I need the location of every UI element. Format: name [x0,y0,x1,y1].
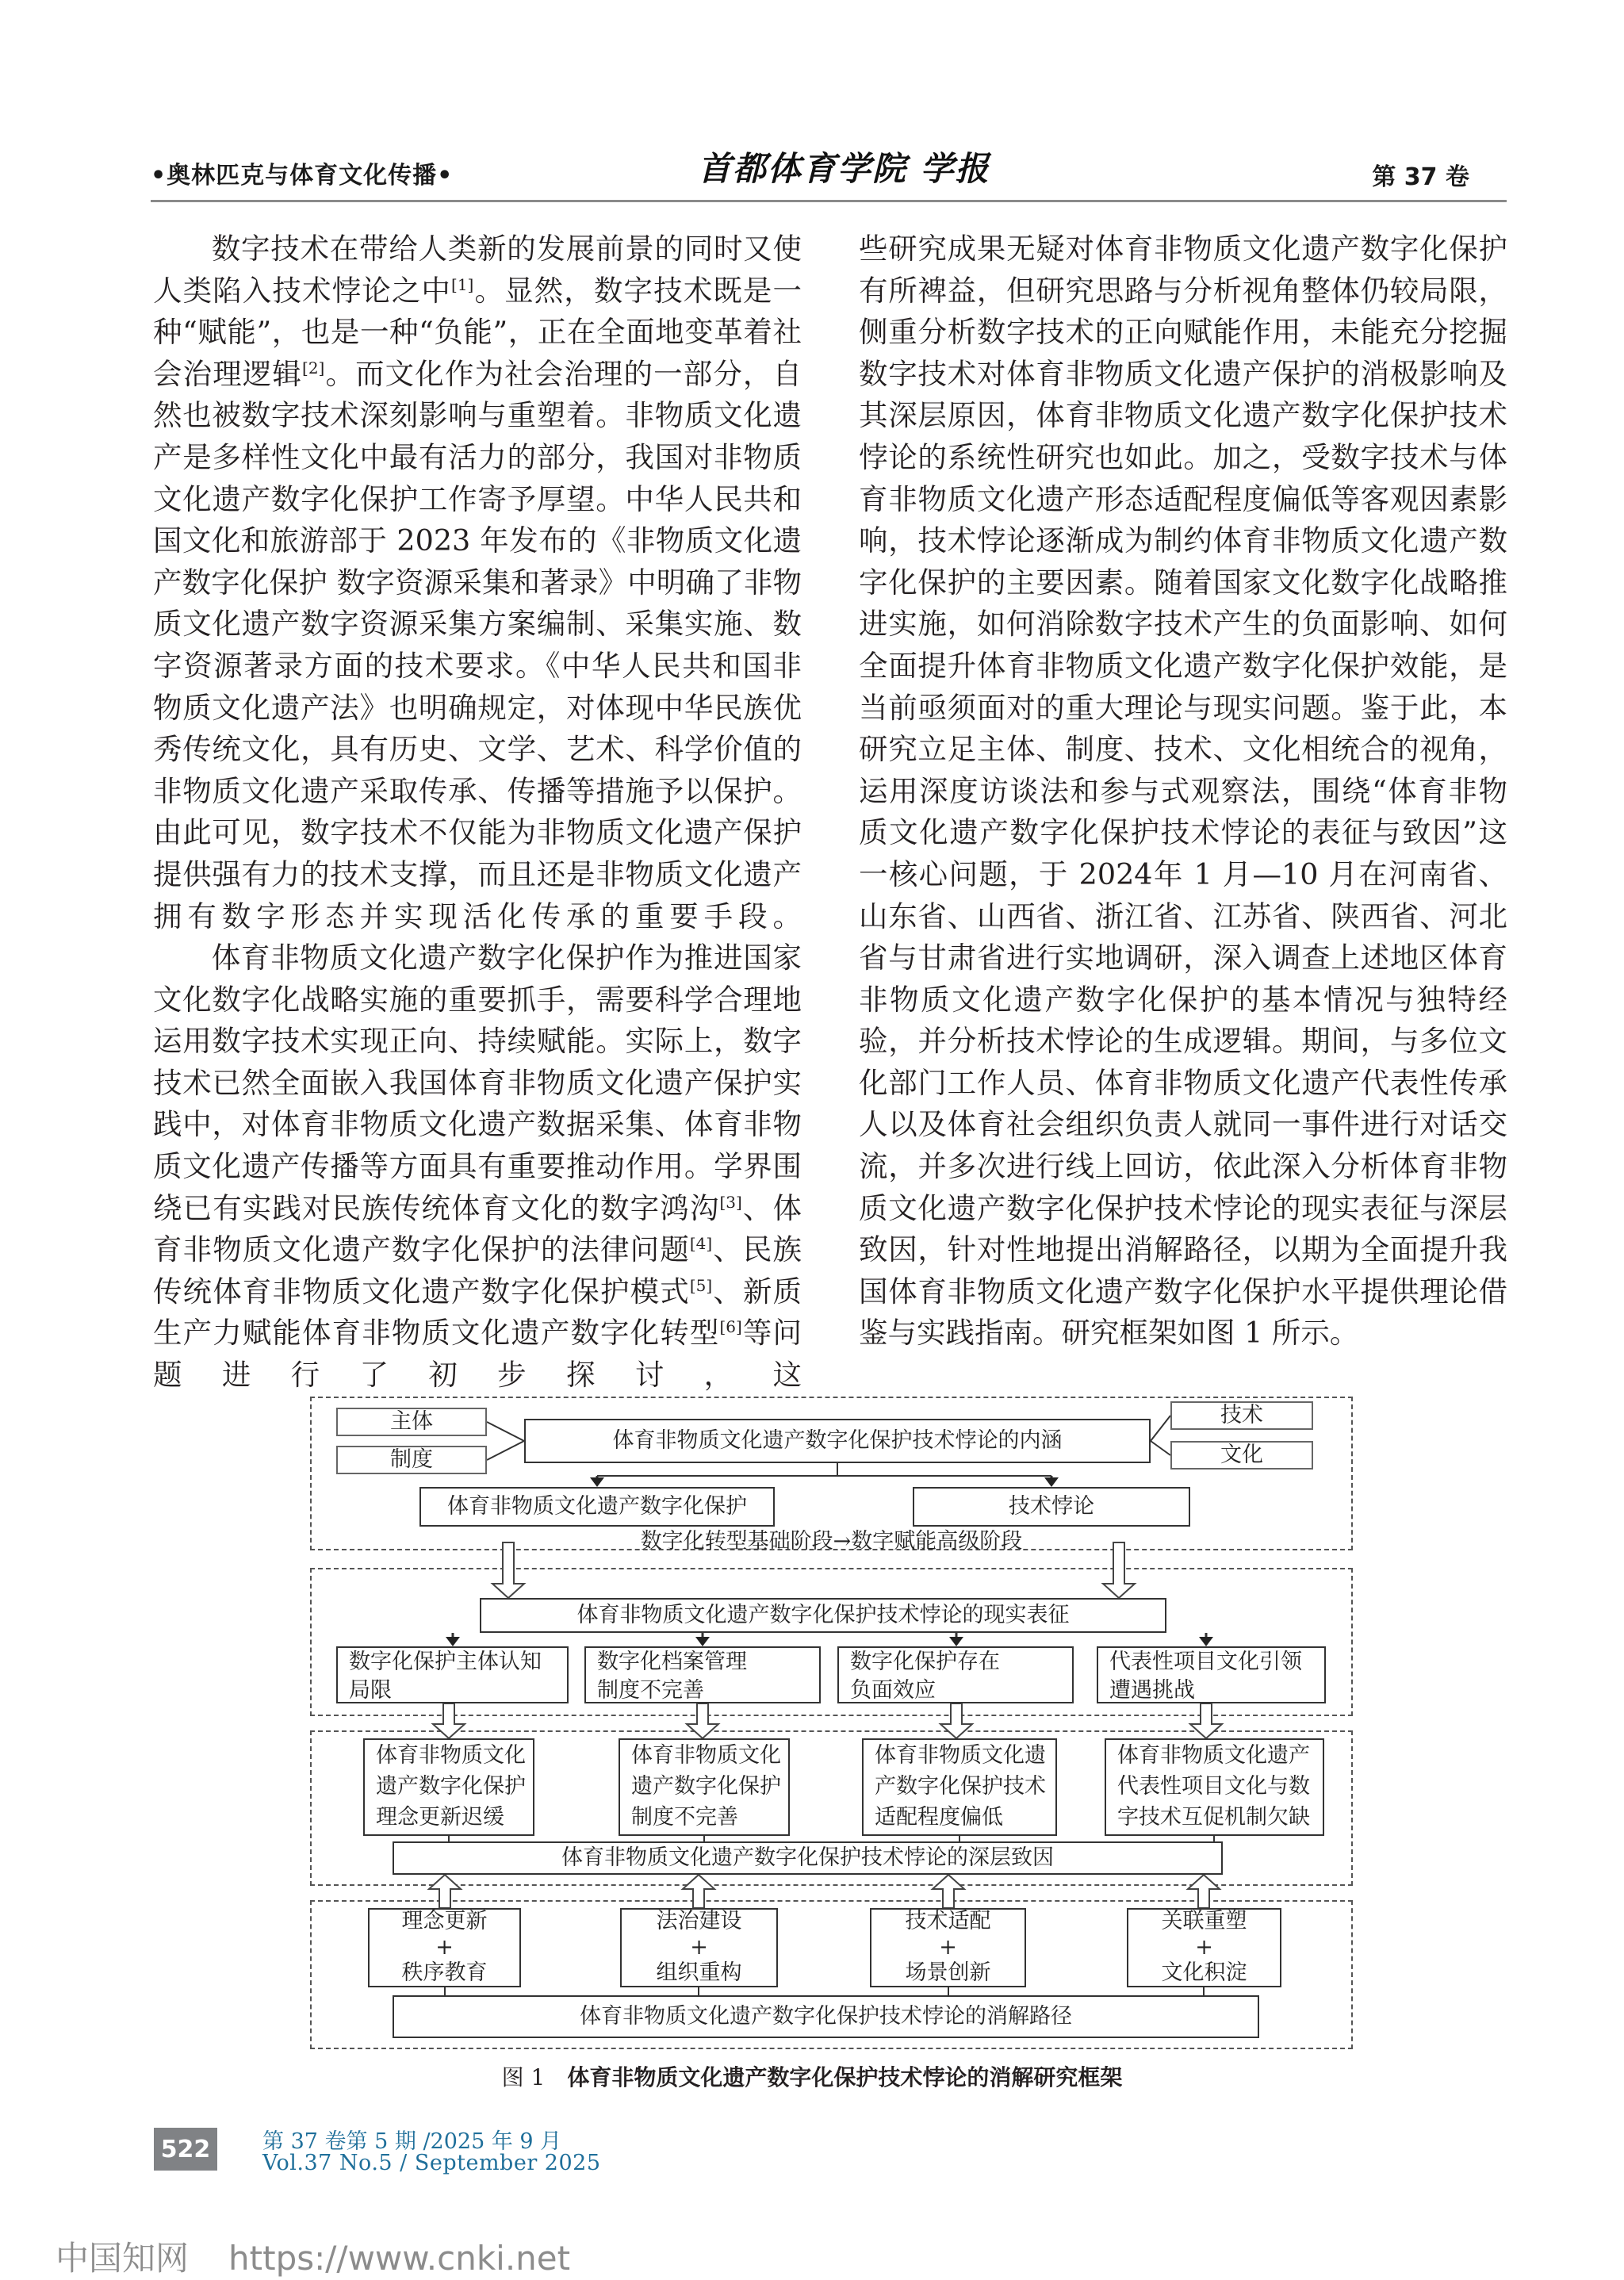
solution-box-line: 技术适配 [905,1909,991,1934]
manifestation-box-line: 局限 [349,1678,392,1703]
causes-title-box [393,1841,1223,1875]
manifestation-box-line: 遭遇挑战 [1109,1678,1195,1703]
right-column [859,228,1507,1355]
cause-box-line: 体育非物质文化 [376,1743,526,1768]
solution-box [368,1908,521,1987]
solution-box-line: 文化积淀 [1161,1960,1247,1986]
solutions-title-box [393,1995,1259,2038]
manifestation-title-box [480,1598,1166,1633]
issue-info-cn: 第 37 卷第 5 期 /2025 年 9 月 [262,2129,562,2154]
paragraph [153,937,802,1397]
solution-box-line: 秩序教育 [401,1960,488,1986]
input-label: 文化 [1220,1442,1263,1467]
cause-box [619,1738,790,1836]
solution-box [620,1908,778,1987]
header-rule [151,200,1507,202]
input-label: 制度 [390,1447,433,1472]
input-box-subject [336,1408,487,1436]
body-text: 、新质生产力赋能体育非物质文化遗产数字化转型 [153,1274,802,1351]
manifestation-box [1097,1646,1326,1703]
cause-box-line: 代表性项目文化与数 [1117,1774,1310,1799]
citation-ref[interactable]: [3] [719,1192,742,1212]
figure-1 [310,1397,1353,2049]
cause-box [1105,1738,1324,1836]
cnki-url[interactable]: https://www.cnki.net [228,2239,571,2278]
manifestation-box-line: 数字化保护主体认知 [349,1650,542,1674]
section-label: •奥林匹克与体育文化传播• [151,162,454,190]
solution-box-line: 关联重塑 [1161,1909,1247,1934]
solutions-title: 体育非物质文化遗产数字化保护技术悖论的消解路径 [580,2003,1072,2029]
causes-title: 体育非物质文化遗产数字化保护技术悖论的深层致因 [561,1845,1054,1870]
citation-ref[interactable]: [2] [302,358,325,377]
citation-ref[interactable]: [1] [451,274,474,294]
cnki-watermark [56,2232,570,2280]
cause-box-line: 遗产数字化保护 [631,1774,781,1799]
manifestation-box-line: 数字化保护存在 [850,1650,1000,1674]
solution-box-line: 场景创新 [905,1960,991,1986]
manifestation-box-line: 数字化档案管理 [597,1650,747,1674]
manifestation-box-line: 负面效应 [850,1678,936,1703]
body-text: 些研究成果无疑对体育非物质文化遗产数字化保护有所裨益，但研究思路与分析视角整体仍较局限，侧重分析数字技术的正向赋能作用，未能充分挖掘数字技术对体育非物质文化遗产保护的消极影响及其深层原因，体育非物质文化遗产数字化保护技术悖论的系统性研究也如此。加之，受数字技术与体育非物质文化遗产形态适配程度偏低等客观因素影响，技术悖论逐渐成为制约体育非物质文化遗产数字化保护的主要因素。随着国家文化数字化战略推进实施，如何消除数字技术产生的负面影响、如何全面提升体育非物质文化遗产数字化保护效能，是当前亟须面对的重大理论与现实问题。鉴于此，本研究立足主体、制度、技术、文化相统合的视角，运用深度访谈法和参与式观察法，围绕“体育非物质文化遗产数字化保护技术悖论的表征与致因”这一核心问题，于 2024年 1 月—10 月在河南省、山东省、山西省、浙江省、江苏省、陕西省、河北省与甘肃省进行实地调研，深入调查上述地区体育非物质文化遗产数字化保护的基本情况与独特经验，并分析技术悖论的生成逻辑。期间，与多位文化部门工作人员、体育非物质文化遗产代表性传承人以及体育社会组织负责人就同一事件进行对话交流，并多次进行线上回访，依此深入分析体育非物质文化遗产数字化保护技术悖论的现实表征与深层致因，针对性地提出消解路径，以期为全面提升我国体育非物质文化遗产数字化保护水平提供理论借鉴与实践指南。研究框架如图 1 所示。 [859,232,1507,1351]
issue-info-en: Vol.37 No.5 / September 2025 [262,2151,601,2175]
body-text: 、体育非物质文化遗产数字化保护的法律问题 [153,1190,802,1267]
manifestation-box [837,1646,1074,1703]
manifestation-box [584,1646,821,1703]
solution-box-line: + [939,1934,957,1960]
figure-number: 图 1 [501,2064,546,2090]
solution-box-line: + [1195,1934,1213,1960]
branch-label: 体育非物质文化遗产数字化保护 [447,1493,747,1519]
manifestation-box-line: 代表性项目文化引领 [1109,1650,1302,1674]
citation-ref[interactable]: [5] [689,1275,713,1295]
solution-box [1127,1908,1281,1987]
input-box-culture [1170,1441,1313,1470]
stage-label: 数字化转型基础阶段→数字赋能高级阶段 [640,1529,1023,1554]
volume-label: 第 37 卷 [1372,163,1469,191]
solution-box-line: + [435,1934,454,1960]
cause-box [862,1738,1057,1836]
cause-box-line: 产数字化保护技术 [875,1774,1046,1799]
body-text: 、民族传统体育非物质文化遗产数字化保护模式 [153,1232,802,1309]
branch-box-paradox [913,1487,1190,1527]
cause-box-line: 理念更新迟缓 [376,1805,504,1830]
solution-box-line: 组织重构 [656,1960,742,1986]
cause-box-line: 遗产数字化保护 [376,1774,526,1799]
cause-box-line: 体育非物质文化 [631,1743,781,1768]
paragraph [153,228,802,937]
body-text: 。显然，数字技术既是一种“赋能”，也是一种“负能”，正在全面地变革着社会治理逻辑 [153,273,802,391]
paragraph [859,228,1507,1355]
body-text: 数字技术在带给人类新的发展前景的同时又使人类陷入技术悖论之中 [153,232,802,308]
cnki-brand: 中国知网 [56,2239,190,2278]
figure-caption-text: 体育非物质文化遗产数字化保护技术悖论的消解研究框架 [567,2064,1123,2090]
core-box-connotation [524,1419,1151,1463]
core-label: 体育非物质文化遗产数字化保护技术悖论的内涵 [612,1427,1063,1453]
body-text: 等问题进行了初步探讨，这 [153,1316,802,1393]
solution-box-line: 法治建设 [656,1909,742,1934]
citation-ref[interactable]: [4] [689,1234,713,1254]
cause-box-line: 体育非物质文化遗 [875,1743,1046,1768]
input-label: 技术 [1220,1402,1263,1427]
body-text: 。而文化作为社会治理的一部分，自然也被数字技术深刻影响与重塑着。非物质文化遗产是多样性文化中最有活力的部分，我国对非物质文化遗产数字化保护工作寄予厚望。中华人民共和国文化和旅游部于 2023 年发布的《非物质文化遗产数字化保护 数字资源采集和著录》中明确了非物质文化遗产数字资源采集方案编制、采集实施、数字资源著录方面的技术要求。《中华人民共和国非物质文化遗产法》也明确规定，对体现中华民族优秀传统文化，具有历史、文学、艺术、科学价值的非物质文化遗产采取传承、传播等措施予以保护。由此可见，数字技术不仅能为非物质文化遗产保护提供强有力的技术支撑，而且还是非物质文化遗产拥有数字形态并实现活化传承的重要手段。 [153,356,802,933]
cause-box [363,1738,534,1836]
cause-box-line: 体育非物质文化遗产 [1117,1743,1310,1768]
input-box-system [336,1446,487,1474]
manifestation-box-line: 制度不完善 [597,1678,704,1703]
solution-box-line: + [690,1934,708,1960]
manifestation-title: 体育非物质文化遗产数字化保护技术悖论的现实表征 [576,1602,1070,1627]
solution-box [870,1908,1026,1987]
figure-caption [0,2060,1624,2092]
input-box-technology [1170,1401,1313,1430]
cause-box-line: 字技术互促机制欠缺 [1117,1805,1310,1830]
body-text: 体育非物质文化遗产数字化保护作为推进国家文化数字化战略实施的重要抓手，需要科学合理地运用数字技术实现正向、持续赋能。实际上，数字技术已然全面嵌入我国体育非物质文化遗产保护实践中，对体育非物质文化遗产数据采集、体育非物质文化遗产传播等方面具有重要推动作用。学界围绕已有实践对民族传统体育文化的数字鸿沟 [153,941,802,1225]
left-column [153,228,802,1397]
citation-ref[interactable]: [6] [719,1317,742,1337]
input-label: 主体 [390,1408,433,1434]
cause-box-line: 适配程度偏低 [875,1805,1003,1830]
branch-label: 技术悖论 [1009,1493,1094,1519]
branch-box-protection [419,1487,775,1527]
page-number-badge: 522 [154,2128,217,2171]
journal-title: 首都体育学院 学报 [698,149,990,188]
solution-box-line: 理念更新 [401,1909,488,1934]
manifestation-box [336,1646,569,1703]
cause-box-line: 制度不完善 [631,1805,738,1830]
